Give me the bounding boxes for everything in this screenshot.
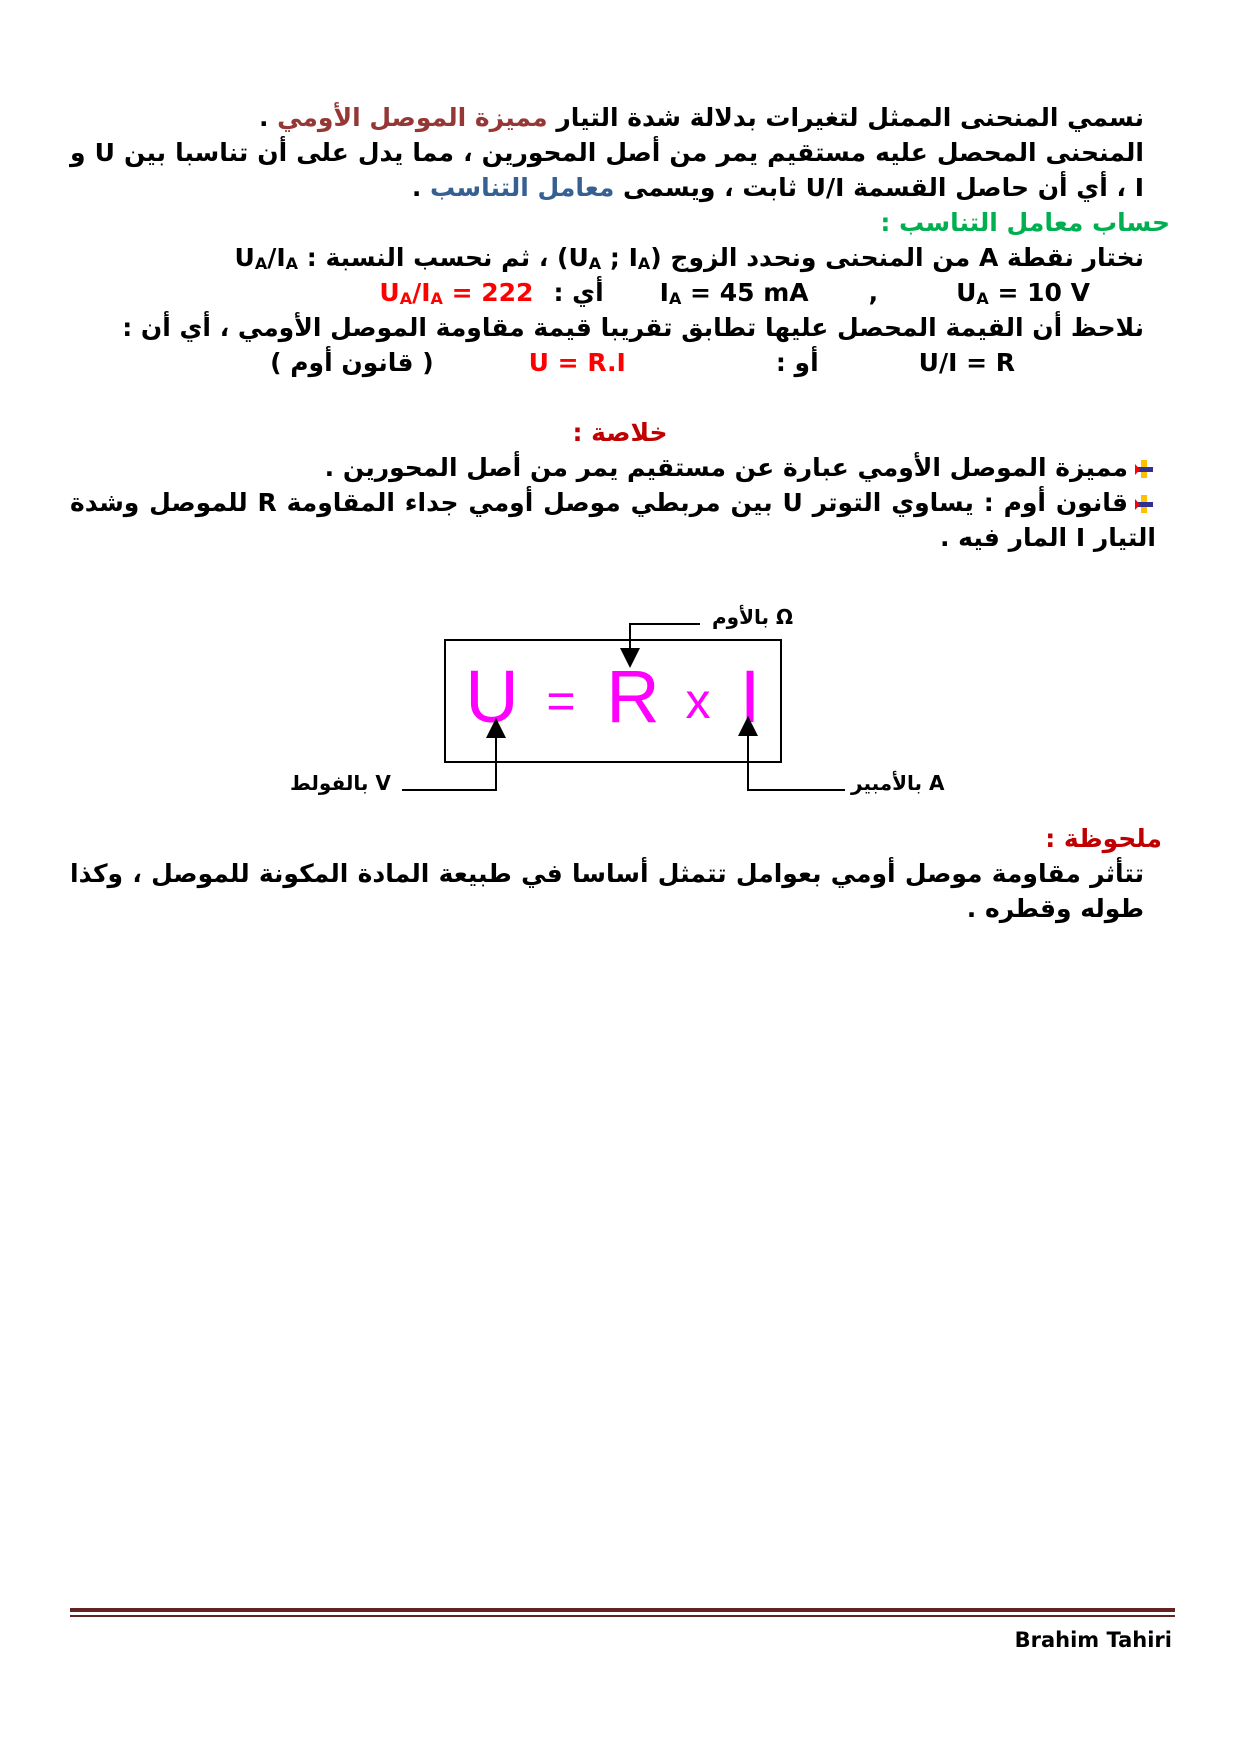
para3-sub2: A xyxy=(637,254,651,273)
summary-item xyxy=(70,485,1156,555)
para3-part1: نختار نقطة A من المنحنى ونحدد الزوج (U xyxy=(568,243,1144,272)
arrow-bullet-icon xyxy=(1132,458,1156,480)
arrow-amp xyxy=(748,726,845,790)
label-volt: بالفولط V xyxy=(290,771,391,795)
law-name: ( قانون أوم ) xyxy=(270,348,434,377)
values-line xyxy=(70,275,1170,310)
para1-text: نسمي المنحنى الممثل لتغيرات بدلالة شدة التيار xyxy=(547,103,1144,132)
para2-highlight: معامل التناسب xyxy=(430,173,615,202)
formula-u: U xyxy=(465,655,519,738)
para2-text: المنحنى المحصل عليه مستقيم يمر من أصل المحورين ، مما يدل على أن تناسبا بين U و I ، أي أن حاصل القسمة U/I ثابت ، ويسمى xyxy=(70,138,1144,202)
heading-summary: خلاصة : xyxy=(572,418,668,447)
ia-value: $I_A = 45$ mA xyxy=(659,278,809,308)
formula-i: I xyxy=(739,655,761,738)
heading-note: ملحوظة : xyxy=(1045,824,1162,853)
values-comma: , xyxy=(868,278,879,307)
law-ui: U/I = R xyxy=(918,348,1015,377)
paragraph-observation: نلاحظ أن القيمة المحصل عليها تطابق تقريبا قيمة مقاومة الموصل الأومي ، أي أن : xyxy=(122,313,1144,342)
paragraph-characteristic xyxy=(70,100,1170,135)
document-body xyxy=(70,100,1170,555)
arrow-volt xyxy=(402,728,496,790)
paragraph-choose-point xyxy=(70,240,1170,275)
heading-calculation: حساب معامل التناسب : xyxy=(880,208,1170,237)
label-ohm: بالأوم Ω xyxy=(712,605,793,629)
arrow-ohm xyxy=(630,624,700,658)
para3-sub3: A xyxy=(254,254,268,273)
para1-end: . xyxy=(258,103,278,132)
ratio-value: $U_A/I_A = 222$ xyxy=(379,278,534,308)
formula-r: R xyxy=(606,655,660,738)
summary-list xyxy=(70,450,1170,555)
arrow-bullet-icon xyxy=(1132,493,1156,515)
paragraph-proportional xyxy=(70,135,1170,205)
summary-item-text: مميزة الموصل الأومي عبارة عن مستقيم يمر من أصل المحورين . xyxy=(324,453,1128,482)
law-or: أو : xyxy=(775,348,819,377)
para2-end: . xyxy=(411,173,431,202)
ay-label: أي : xyxy=(553,278,604,307)
footer-rule-thin xyxy=(70,1615,1175,1617)
para3-sub4: A xyxy=(285,254,299,273)
note-text: تتأثر مقاومة موصل أومي بعوامل تتمثل أساسا في طبيعة المادة المكونة للموصل ، وكذا طوله وقطره . xyxy=(70,859,1144,923)
para1-highlight: مميزة الموصل الأومي xyxy=(277,103,548,132)
footer-rule-thick xyxy=(70,1608,1175,1612)
footer-author: Brahim Tahiri xyxy=(1014,1628,1172,1652)
formula-equals: = xyxy=(546,673,576,729)
para3-part4: /I xyxy=(267,243,286,272)
formula-x: x xyxy=(685,673,711,729)
note-section xyxy=(70,821,1170,926)
para3-part3: ) ، ثم نحسب النسبة : U xyxy=(234,243,569,272)
para3-sub1: A xyxy=(588,254,602,273)
summary-item-text: قانون أوم : يساوي التوتر U بين مربطي موصل أومي جداء المقاومة R للموصل وشدة التيار I المار فيه . xyxy=(70,488,1156,552)
para3-part2: ; I xyxy=(601,243,638,272)
label-amp: بالأمبير A xyxy=(851,771,945,795)
ua-value: $U_A = 10$ V xyxy=(956,278,1090,308)
summary-item xyxy=(70,450,1156,485)
law-uri: U = R.I xyxy=(528,348,626,377)
formula-box xyxy=(445,640,781,762)
law-line xyxy=(70,345,1170,380)
